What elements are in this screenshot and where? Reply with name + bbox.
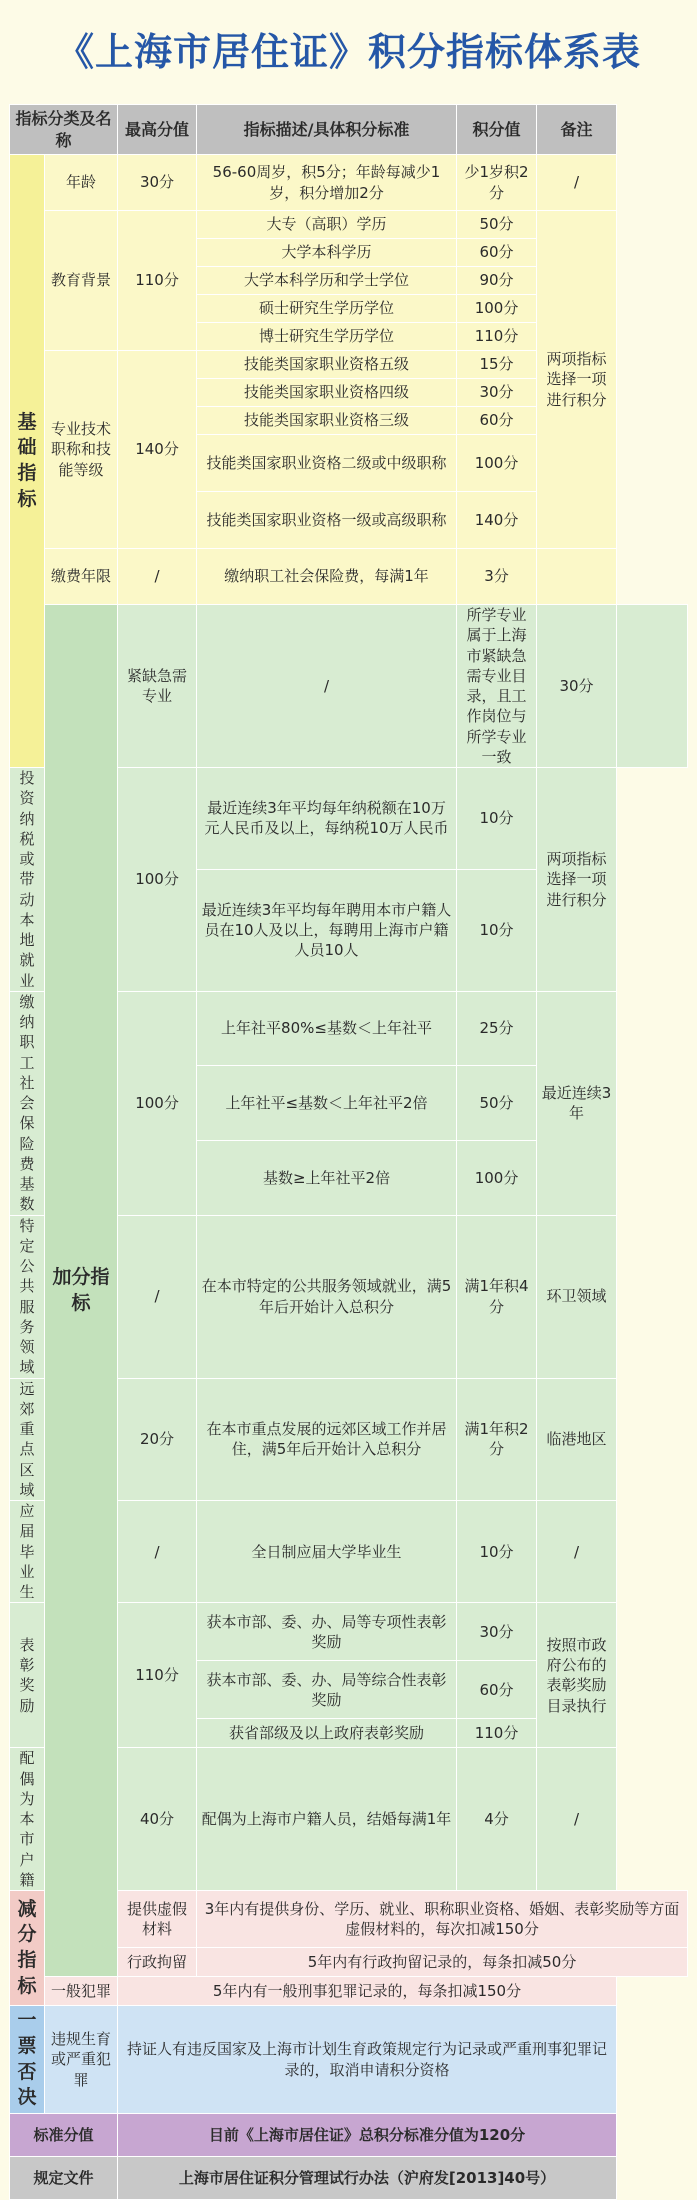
- header-remarks: 备注: [537, 105, 617, 155]
- indicator-name: 应届毕业生: [10, 1501, 45, 1603]
- points-value: 10分: [457, 869, 537, 991]
- indicator-desc: 上年社平≤基数＜上年社平2倍: [197, 1066, 457, 1141]
- indicator-desc: 全日制应届大学毕业生: [197, 1501, 457, 1603]
- indicator-desc: 技能类国家职业资格四级: [197, 379, 457, 407]
- points-value: 满1年积2分: [457, 1378, 537, 1501]
- points-value: 少1岁积2分: [457, 155, 537, 211]
- points-value: 100分: [457, 435, 537, 492]
- indicator-name: 提供虚假材料: [118, 1891, 197, 1948]
- max-score: 100分: [118, 991, 197, 1215]
- remark: 最近连续3年: [537, 991, 617, 1215]
- remark: 临港地区: [537, 1378, 617, 1501]
- indicator-name: 缴纳职工社会保险费基数: [10, 991, 45, 1215]
- points-value: 90分: [457, 267, 537, 295]
- points-value: 4分: [457, 1748, 537, 1891]
- indicator-desc: 缴纳职工社会保险费，每满1年: [197, 549, 457, 605]
- indicator-desc: 3年内有提供身份、学历、就业、职称职业资格、婚姻、表彰奖励等方面虚假材料的，每次扣减150分: [197, 1891, 688, 1948]
- indicator-desc: 获本市部、委、办、局等综合性表彰奖励: [197, 1661, 457, 1719]
- indicator-desc: 获本市部、委、办、局等专项性表彰奖励: [197, 1603, 457, 1661]
- indicator-name: 投资纳税或带动本地就业: [10, 768, 45, 992]
- header-points: 积分值: [457, 105, 537, 155]
- table-row: [10, 2006, 688, 2114]
- page-title: 《上海市居住证》积分指标体系表: [55, 30, 641, 74]
- indicator-desc: 硕士研究生学历学位: [197, 295, 457, 323]
- table-row: [10, 549, 688, 605]
- points-value: 100分: [457, 295, 537, 323]
- points-value: 100分: [457, 1140, 537, 1215]
- table-row: [10, 2114, 688, 2157]
- indicator-desc: 在本市重点发展的远郊区域工作并居住，满5年后开始计入总积分: [197, 1378, 457, 1501]
- points-value: 15分: [457, 351, 537, 379]
- indicator-name: 教育背景: [45, 211, 118, 351]
- points-value: 3分: [457, 549, 537, 605]
- indicator-name: 行政拘留: [118, 1948, 197, 1977]
- indicator-desc: 56-60周岁，积5分；年龄每减少1岁，积分增加2分: [197, 155, 457, 211]
- table-row: [10, 2157, 688, 2200]
- indicator-name: 特定公共服务领域: [10, 1215, 45, 1378]
- indicator-desc: 大学本科学历: [197, 239, 457, 267]
- table-header: [10, 105, 688, 155]
- remark: 按照市政府公布的表彰奖励目录执行: [537, 1603, 617, 1748]
- max-score: 110分: [118, 211, 197, 351]
- indicator-desc: 5年内有一般刑事犯罪记录的，每条扣减150分: [118, 1977, 617, 2006]
- points-value: 25分: [457, 991, 537, 1066]
- max-score: /: [118, 1215, 197, 1378]
- category-deduct: 减分指标: [10, 1891, 45, 2006]
- indicator-desc: 技能类国家职业资格一级或高级职称: [197, 492, 457, 549]
- indicator-name: 年龄: [45, 155, 118, 211]
- indicator-desc: 持证人有违反国家及上海市计划生育政策规定行为记录或严重刑事犯罪记录的，取消申请积分资格: [118, 2006, 617, 2114]
- indicator-name: 紧缺急需专业: [118, 605, 197, 768]
- indicator-desc: 最近连续3年平均每年纳税额在10万元人民币及以上，每纳税10万人民币: [197, 768, 457, 870]
- max-score: /: [197, 605, 457, 768]
- points-value: 140分: [457, 492, 537, 549]
- points-value: 50分: [457, 211, 537, 239]
- header-category: 指标分类及名称: [10, 105, 118, 155]
- points-value: 60分: [457, 407, 537, 435]
- max-score: 20分: [118, 1378, 197, 1501]
- indicator-name: 远郊重点区域: [10, 1378, 45, 1501]
- max-score: /: [118, 549, 197, 605]
- category-basic: 基础指标: [10, 155, 45, 768]
- points-value: 110分: [457, 1719, 537, 1748]
- remark: /: [537, 155, 617, 211]
- indicator-desc: 技能类国家职业资格三级: [197, 407, 457, 435]
- remark: 环卫领域: [537, 1215, 617, 1378]
- indicator-name: 配偶为本市户籍: [10, 1748, 45, 1891]
- indicator-desc: 获省部级及以上政府表彰奖励: [197, 1719, 457, 1748]
- remark: 两项指标选择一项进行积分: [537, 211, 617, 549]
- indicator-desc: 技能类国家职业资格五级: [197, 351, 457, 379]
- indicator-desc: 所学专业属于上海市紧缺急需专业目录，且工作岗位与所学专业一致: [457, 605, 537, 768]
- score-table: [9, 104, 688, 2200]
- indicator-desc: 大专（高职）学历: [197, 211, 457, 239]
- category-veto: 一票否决: [10, 2006, 45, 2114]
- points-value: 60分: [457, 1661, 537, 1719]
- max-score: 100分: [118, 768, 197, 992]
- points-value: 50分: [457, 1066, 537, 1141]
- category-bonus: 加分指标: [45, 605, 118, 1977]
- points-value: 10分: [457, 768, 537, 870]
- document-desc: 上海市居住证积分管理试行办法（沪府发[2013]40号）: [118, 2157, 617, 2200]
- indicator-desc: 5年内有行政拘留记录的，每条扣减50分: [197, 1948, 688, 1977]
- points-value: 10分: [457, 1501, 537, 1603]
- standard-desc: 目前《上海市居住证》总积分标准分值为120分: [118, 2114, 617, 2157]
- indicator-desc: 技能类国家职业资格二级或中级职称: [197, 435, 457, 492]
- indicator-name: 专业技术职称和技能等级: [45, 351, 118, 549]
- indicator-name: 缴费年限: [45, 549, 118, 605]
- remark: [617, 605, 688, 768]
- header-description: 指标描述/具体积分标准: [197, 105, 457, 155]
- points-value: 110分: [457, 323, 537, 351]
- max-score: 40分: [118, 1748, 197, 1891]
- indicator-desc: 博士研究生学历学位: [197, 323, 457, 351]
- max-score: 30分: [118, 155, 197, 211]
- points-value: 30分: [537, 605, 617, 768]
- header-max-score: 最高分值: [118, 105, 197, 155]
- table-row: [10, 1977, 688, 2006]
- indicator-desc: 上年社平80%≤基数＜上年社平: [197, 991, 457, 1066]
- max-score: 110分: [118, 1603, 197, 1748]
- indicator-desc: 大学本科学历和学士学位: [197, 267, 457, 295]
- indicator-name: 表彰奖励: [10, 1603, 45, 1748]
- table-row: [10, 211, 688, 239]
- table-row: [10, 155, 688, 211]
- indicator-desc: 配偶为上海市户籍人员，结婚每满1年: [197, 1748, 457, 1891]
- remark: 两项指标选择一项进行积分: [537, 768, 617, 992]
- indicator-desc: 在本市特定的公共服务领域就业，满5年后开始计入总积分: [197, 1215, 457, 1378]
- max-score: 140分: [118, 351, 197, 549]
- max-score: /: [118, 1501, 197, 1603]
- indicator-name: 一般犯罪: [45, 1977, 118, 2006]
- points-value: 满1年积4分: [457, 1215, 537, 1378]
- remark: /: [537, 1501, 617, 1603]
- indicator-desc: 基数≥上年社平2倍: [197, 1140, 457, 1215]
- remark: [537, 549, 617, 605]
- points-value: 60分: [457, 239, 537, 267]
- table-row: [10, 605, 688, 768]
- remark: /: [537, 1748, 617, 1891]
- standard-label: 标准分值: [10, 2114, 118, 2157]
- points-value: 30分: [457, 1603, 537, 1661]
- points-value: 30分: [457, 379, 537, 407]
- indicator-name: 违规生育或严重犯罪: [45, 2006, 118, 2114]
- document-label: 规定文件: [10, 2157, 118, 2200]
- indicator-desc: 最近连续3年平均每年聘用本市户籍人员在10人及以上，每聘用上海市户籍人员10人: [197, 869, 457, 991]
